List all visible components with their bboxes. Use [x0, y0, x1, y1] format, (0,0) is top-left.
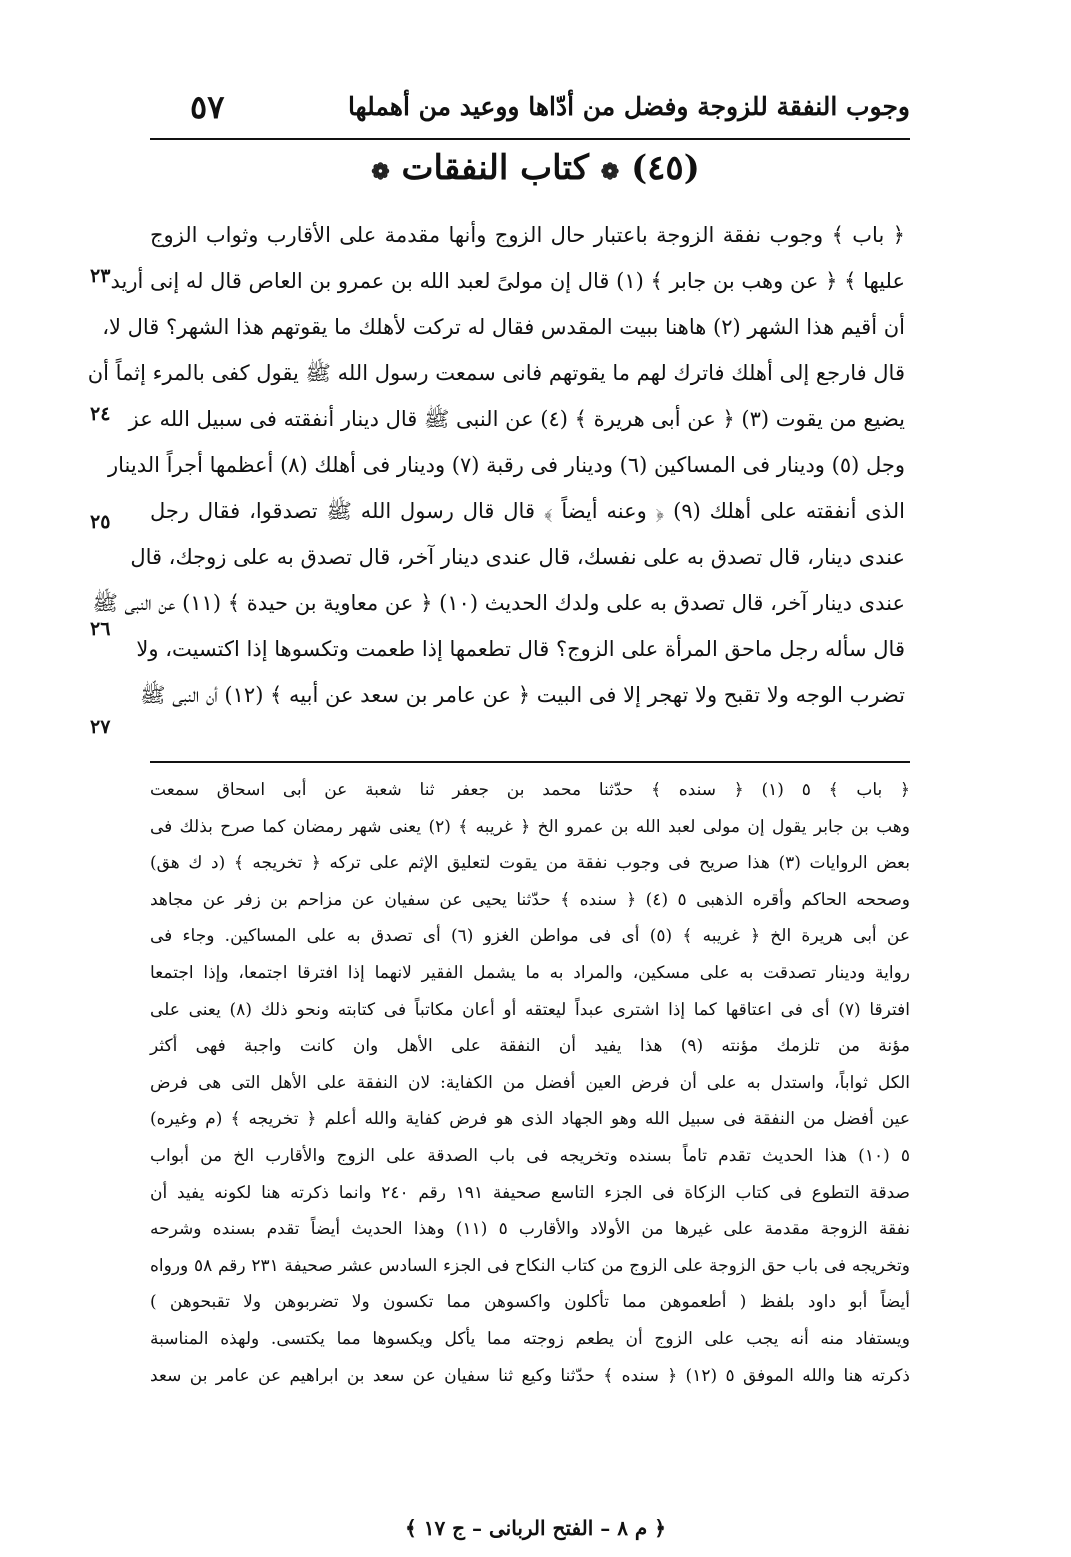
- hadith-number: ٢٤: [90, 403, 111, 425]
- hadith-number: ٢٧: [90, 716, 111, 738]
- footnote-line: ويستفاد منه أنه يجب على الزوج أن يطعم زوجته مما يأكل ويكسوها مما يكتسى. ولهذه المناسبة: [150, 1328, 910, 1349]
- signature-mark: ﴿ م ٨ – الفتح الربانى – ج ١٧ ﴾: [405, 1516, 666, 1540]
- footnote-line: الكل ثواباً، واستدل به على أن فرض العين أفضل من الكفاية: لان النفقة على الأهل التى هى فرض: [150, 1072, 910, 1093]
- footnote-line: عين أفضل من النفقة فى سبيل الله وهو الجهاد الذى هو فرض كفاية والله أعلم ﴿ تخريجه ﴾ (م وغيره): [150, 1109, 910, 1130]
- main-line: تضرب الوجه ولا تقبح ولا تهجر إلا فى البيت ﴿ عن عامر بن سعد عن أبيه ﴾ (١٢) أن النبى ﷺ: [140, 683, 905, 707]
- main-line: أن أقيم هذا الشهر (٢) هاهنا ببيت المقدس فقال له تركت لأهلك ما يقوتهم هذا الشهر؟ قال لا،: [102, 315, 905, 339]
- footnote-line: أيضاً أبو داود بلفظ ( أطعموهن مما تأكلون واكسوهن مما تكسون ولا تضربوهن ولا تقبحوهن ): [150, 1292, 910, 1313]
- page-number: ٥٧: [190, 88, 225, 126]
- footnotes: [150, 772, 910, 1394]
- footnote-line: ٥ (١٠) هذا الحديث تقدم تاماً بسنده وتخريجه فى باب الصدقة على الزوج والأقارب الخ من أبواب: [150, 1145, 910, 1166]
- main-line: عندى دينار، قال تصدق به على نفسك، قال عندى دينار آخر، قال تصدق به على زوجك، قال: [130, 545, 905, 569]
- main-line: قال سأله رجل ماحق المرأة على الزوج؟ قال تطعمها إذا طعمت وتكسوها إذا اكتسيت، ولا: [136, 637, 905, 661]
- footnote-line: افترقا (٧) أى فى اعتاقها كما إذا اشترى عبداً ليعتقه أو أعان مكاتباً فى كتابته ونحو ذلك (٨) يعنى على: [150, 999, 911, 1020]
- footnote-line: وصححه الحاكم وأقره الذهبى ٥ (٤) ﴿ سنده ﴾ حدّثنا يحيى عن سفيان عن مزاحم بن زفر عن مجاهد: [150, 889, 910, 910]
- main-line: قال فارجع إلى أهلك فاترك لهم ما يقوتهم فانى سمعت رسول الله ﷺ يقول كفى بالمرء إثماً أن: [87, 361, 905, 385]
- ornament-left-icon: ❁: [371, 159, 390, 185]
- ornament-right-icon: ❁: [600, 159, 620, 185]
- footnote-line: رواية ودينار تصدقت به على مسكين، والمراد به ما يشمل الفقير لانهما إذا افترقا اجتمعا، وإذا اجتمعا: [150, 962, 910, 983]
- footnote-rule: [150, 761, 910, 763]
- footnote-line: مؤنة من تلزمك مؤنته (٩) هذا يفيد أن النفقة على الأهل وان كانت واجبة فهى أكثر: [150, 1036, 910, 1057]
- running-header: [150, 88, 910, 134]
- footnote-line: صدقة التطوع فى كتاب الزكاة فى الجزء التاسع صحيفة ١٩١ رقم ٢٤٠ وانما ذكرته هنا لكونه يفيد أن: [150, 1182, 910, 1203]
- footnote-line: عن أبى هريرة الخ ﴿ غريبه ﴾ (٥) أى فى مواطن الغزو (٦) أى تصدق به على المساكين. وجاء فى: [150, 926, 910, 947]
- footnote-line: نفقة الزوجة مقدمة على غيرها من الأولاد والأقارب ٥ (١١) وهذا الحديث أيضاً تقدم بسنده وشرحه: [150, 1219, 910, 1240]
- footnote-line: وهب بن جابر يقول إن مولى لعبد الله بن عمرو الخ ﴿ غريبه ﴾ (٢) يعنى شهر رمضان كما صرح بذلك فى: [150, 816, 910, 837]
- main-line: وجل (٥) ودينار فى المساكين (٦) ودينار فى رقبة (٧) ودينار فى أهلك (٨) أعظمها أجراً الدينار: [108, 453, 905, 477]
- hadith-number: ٢٣: [90, 265, 111, 287]
- chapter-heading: [0, 148, 1071, 188]
- main-line: عليها ﴾ ﴿ عن وهب بن جابر ﴾ (١) قال إن مولىً لعبد الله بن عمرو بن العاص قال له إنى أريد: [110, 269, 905, 293]
- footnote-line: بعض الروايات (٣) هذا صريح فى وجوب نفقة من يقوت لتعليق الإثم على تركه ﴿ تخريجه ﴾ (د ك هق): [150, 853, 910, 874]
- footnote-line: وتخريجه فى باب حق الزوجة على الزوج من كتاب النكاح فى الجزء السادس عشر صحيفة ٢٣١ رقم ٥٨ ورواه: [150, 1255, 910, 1276]
- footnote-line: ذكرته هنا والله الموفق ٥ (١٢) ﴿ سنده ﴾ حدّثنا وكيع ثنا سفيان عن سعد بن ابراهيم عن عامر بن سعد: [150, 1365, 910, 1386]
- main-line: الذى أنفقته على أهلك (٩) ﴿ وعنه أيضاً ﴾ قال قال رسول الله ﷺ تصدقوا، فقال رجل: [150, 499, 906, 523]
- hadith-number: ٢٥: [90, 511, 111, 533]
- chapter-title: كتاب النفقات: [401, 148, 589, 188]
- header-title: وجوب النفقة للزوجة وفضل من أدّاها ووعيد من أهملها: [347, 92, 910, 121]
- header-rule: [150, 138, 910, 140]
- main-line: يضيع من يقوت (٣) ﴿ عن أبى هريرة ﴾ (٤) عن النبى ﷺ قال دينار أنفقته فى سبيل الله عز: [128, 407, 905, 431]
- hadith-number: ٢٦: [90, 618, 111, 640]
- main-line: عندى دينار آخر، قال تصدق به على ولدك الحديث (١٠) ﴿ عن معاوية بن حيدة ﴾ (١١) عن النبى ﷺ: [92, 591, 905, 615]
- chapter-number: (٤٥): [631, 148, 700, 188]
- main-line: ﴿ باب ﴾ وجوب نفقة الزوجة باعتبار حال الزوج وأنها مقدمة على الأقارب وثواب الزوج: [150, 223, 905, 247]
- footnote-line: ﴿ باب ﴾ ٥ (١) ﴿ سنده ﴾ حدّثنا محمد بن جعفر ثنا شعبة عن أبى اسحاق سمعت: [150, 780, 910, 800]
